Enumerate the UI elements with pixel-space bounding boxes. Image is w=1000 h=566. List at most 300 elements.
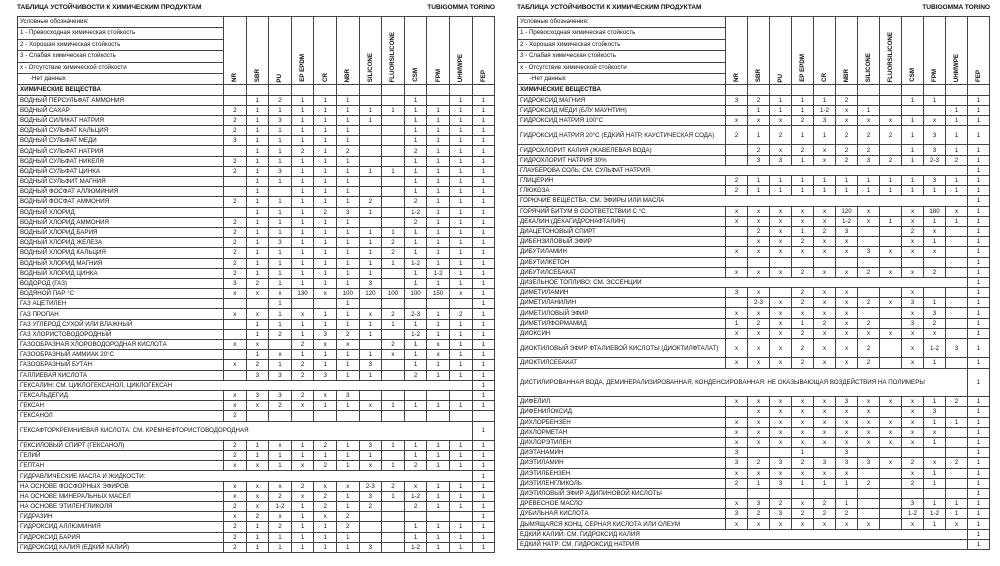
rating-cell: 3 (726, 458, 748, 468)
resistance-table (517, 16, 990, 550)
chemical-name: ВОДНЫЙ СИЛИКАТ НАТРИЯ (18, 115, 224, 125)
chemical-name: ВОДНЫЙ ХЛОРИД КАЛЬЦИЯ (18, 248, 224, 258)
rating-cell: x (836, 267, 858, 277)
legend-line: -Нет данных (530, 74, 566, 82)
rating-cell: 1 (946, 417, 968, 427)
rating-cell: 1 (291, 238, 314, 248)
rating-cell (858, 95, 880, 105)
section-cell (902, 85, 924, 95)
rating-cell: 120 (836, 206, 858, 216)
rating-cell: x (880, 427, 902, 437)
rating-cell: 1 (336, 440, 359, 450)
rating-cell: 2 (224, 197, 247, 207)
rating-cell: 1 (472, 401, 495, 411)
rating-cell (946, 468, 968, 478)
rating-cell (224, 299, 247, 309)
chemical-name: ВОДНЫЙ ХЛОРИД БАРИЯ (18, 227, 224, 237)
rating-cell: 1 (382, 258, 405, 268)
rating-cell: x (748, 288, 770, 298)
column-header-label: FLUORSILICONE (886, 31, 894, 83)
rating-cell: x (269, 440, 292, 450)
rating-cell: 1 (404, 156, 427, 166)
legend-line: -Нет данных (30, 74, 66, 82)
column-header-label: CR (820, 73, 828, 83)
legend-line: 2 - Хорошая химическая стойкость (18, 40, 223, 51)
rating-cell (382, 299, 405, 309)
rating-cell: 1 (314, 217, 337, 227)
rating-cell: 1 (770, 95, 792, 105)
rating-cell (946, 226, 968, 236)
rating-cell: 1 (336, 542, 359, 552)
rating-cell: x (224, 491, 247, 501)
rating-cell: 1 (748, 176, 770, 186)
rating-cell (924, 488, 946, 498)
column-header (382, 17, 405, 85)
column-header (449, 17, 472, 85)
rating-cell: x (770, 407, 792, 417)
chemical-name: ГЕКСАН (18, 401, 224, 411)
rating-cell (946, 318, 968, 328)
rating-cell: 1 (336, 95, 359, 105)
rating-cell: 1 (291, 136, 314, 146)
rating-cell: 2 (748, 95, 770, 105)
rating-cell: x (748, 519, 770, 529)
rating-cell (269, 187, 292, 197)
rating-cell: 1 (291, 258, 314, 268)
table-row (18, 115, 495, 125)
rating-cell: 1 (336, 197, 359, 207)
rating-cell: 1 (968, 437, 990, 447)
rating-cell: 1 (449, 258, 472, 268)
rating-cell (382, 278, 405, 288)
rating-cell (359, 95, 382, 105)
rating-cell: x (946, 206, 968, 216)
rating-cell: 2 (314, 491, 337, 501)
rating-cell: x (814, 308, 836, 318)
chemical-name: ВОДНЫЙ ХЛОРИД (18, 207, 224, 217)
rating-cell: 2 (946, 155, 968, 165)
rating-cell: x (314, 340, 337, 350)
rating-cell: 2 (382, 248, 405, 258)
rating-cell: x (814, 417, 836, 427)
rating-cell: 3 (246, 370, 269, 380)
rating-cell (946, 328, 968, 338)
chemical-name: ГИДРАЗИН (18, 512, 224, 522)
rating-cell: 1 (336, 461, 359, 471)
rating-cell: 1 (924, 358, 946, 368)
rating-cell: 1 (449, 522, 472, 532)
rating-cell (382, 522, 405, 532)
rating-cell: 2 (836, 509, 858, 519)
rating-cell: 1 (472, 258, 495, 268)
page-title: ТАБЛИЦА УСТОЙЧИВОСТИ К ХИМИЧЕСКИМ ПРОДУКТАМ (17, 4, 202, 11)
rating-cell: 1 (880, 186, 902, 196)
rating-cell: 1 (359, 166, 382, 176)
rating-cell: 1 (404, 115, 427, 125)
rating-cell (449, 299, 472, 309)
table-row (518, 407, 990, 417)
rating-cell: x (291, 309, 314, 319)
rating-cell: 1 (968, 417, 990, 427)
rating-cell: 3 (314, 370, 337, 380)
section-cell (880, 85, 902, 95)
rating-cell: 1 (246, 166, 269, 176)
section-cell (814, 85, 836, 95)
table-row (18, 461, 495, 471)
chemical-name: ГИДРОКСИД МАГНИЯ (518, 95, 726, 105)
rating-cell: 150 (427, 289, 450, 299)
chemical-name: ГИДРАВЛИЧЕСКИЕ МАСЛА И ЖИДКОСТИ: (18, 471, 473, 481)
table-row (18, 268, 495, 278)
right-page (517, 0, 990, 566)
rating-cell: 2 (291, 390, 314, 400)
rating-cell: 2 (359, 197, 382, 207)
rating-cell: 1 (314, 187, 337, 197)
table-row (518, 437, 990, 447)
rating-cell: 1 (449, 491, 472, 501)
rating-cell: x (858, 427, 880, 437)
rating-cell: 1 (291, 278, 314, 288)
rating-cell: 1-2 (404, 329, 427, 339)
table-row (518, 468, 990, 478)
rating-cell: x (792, 216, 814, 226)
rating-cell: x (314, 512, 337, 522)
rating-cell (880, 145, 902, 155)
chemical-name: ГОРЮЧИЕ ВЕЩЕСТВА: СМ. ЭФИРЫ ИЛИ МАСЛА (518, 196, 968, 206)
rating-cell: 1 (968, 105, 990, 115)
rating-cell: 1 (427, 105, 450, 115)
column-header-label: PU (276, 73, 284, 83)
section-row (518, 85, 990, 95)
rating-cell: 1 (449, 197, 472, 207)
rating-cell: 1 (336, 299, 359, 309)
rating-cell: 1 (314, 238, 337, 248)
rating-cell: 1 (472, 278, 495, 288)
rating-cell (382, 126, 405, 136)
rating-cell: 1 (792, 155, 814, 165)
rating-cell: 1 (902, 186, 924, 196)
rating-cell (946, 237, 968, 247)
rating-cell: 2 (336, 512, 359, 522)
rating-cell: 1 (924, 186, 946, 196)
rating-cell (880, 95, 902, 105)
rating-cell: 2 (792, 458, 814, 468)
rating-cell: 1 (472, 166, 495, 176)
rating-cell: 1 (427, 177, 450, 187)
rating-cell: 1 (449, 136, 472, 146)
rating-cell: x (770, 115, 792, 125)
rating-cell (880, 288, 902, 298)
table-row (18, 380, 495, 390)
rating-cell: 1 (449, 156, 472, 166)
rating-cell: 1-2 (836, 216, 858, 226)
rating-cell: 1 (382, 491, 405, 501)
rating-cell: 1 (359, 258, 382, 268)
rating-cell (404, 390, 427, 400)
table-row (518, 488, 990, 498)
rating-cell: 1 (427, 309, 450, 319)
rating-cell: 1 (291, 126, 314, 136)
rating-cell: x (836, 247, 858, 257)
rating-cell: x (814, 328, 836, 338)
rating-cell: x (427, 350, 450, 360)
resistance-table (17, 16, 495, 553)
rating-cell: 3 (924, 308, 946, 318)
rating-cell (472, 411, 495, 421)
rating-cell: 2 (748, 509, 770, 519)
rating-cell: 1 (472, 390, 495, 400)
rating-cell: 1 (968, 288, 990, 298)
rating-cell: 1 (404, 532, 427, 542)
rating-cell: 1 (336, 126, 359, 136)
rating-cell: 1 (291, 248, 314, 258)
rating-cell: 3 (269, 166, 292, 176)
rating-cell: 3 (269, 390, 292, 400)
table-row (518, 165, 990, 175)
rating-cell (880, 448, 902, 458)
rating-cell: 1 (968, 145, 990, 155)
rating-cell: 1 (472, 146, 495, 156)
rating-cell: 2 (858, 298, 880, 308)
column-header (748, 17, 770, 85)
rating-cell (858, 257, 880, 267)
rating-cell: 1 (314, 258, 337, 268)
rating-cell: x (770, 468, 792, 478)
rating-cell (359, 136, 382, 146)
rating-cell: x (449, 289, 472, 299)
section-cell (472, 85, 495, 95)
rating-cell: 1 (748, 126, 770, 145)
rating-cell: 1 (449, 207, 472, 217)
rating-cell: 2 (924, 318, 946, 328)
rating-cell: 1 (269, 451, 292, 461)
rating-cell: 1 (314, 115, 337, 125)
section-cell (726, 85, 748, 95)
rating-cell: x (858, 216, 880, 226)
rating-cell (382, 390, 405, 400)
rating-cell: x (770, 417, 792, 427)
section-cell (836, 85, 858, 95)
rating-cell: 2 (792, 328, 814, 338)
rating-cell: 2 (224, 227, 247, 237)
rating-cell: 2 (902, 226, 924, 236)
rating-cell (359, 532, 382, 542)
rating-cell: 1 (968, 165, 990, 175)
rating-cell: 1 (246, 177, 269, 187)
section-cell (269, 85, 292, 95)
rating-cell: 1 (924, 499, 946, 509)
rating-cell: 2 (314, 440, 337, 450)
rating-cell: 1 (449, 238, 472, 248)
rating-cell (382, 532, 405, 542)
rating-cell: 1-2 (902, 509, 924, 519)
rating-cell: x (902, 417, 924, 427)
rating-cell: 1 (836, 478, 858, 488)
rating-cell: 1 (404, 268, 427, 278)
rating-cell (382, 268, 405, 278)
rating-cell: 1 (748, 186, 770, 196)
rating-cell (902, 257, 924, 267)
table-row (18, 340, 495, 350)
rating-cell: 2 (404, 197, 427, 207)
legend-line: 3 - Слабая химическая стойкость (18, 51, 223, 62)
rating-cell: 2-3 (748, 298, 770, 308)
rating-cell: 1 (472, 217, 495, 227)
rating-cell: 2 (224, 451, 247, 461)
rating-cell: 2 (269, 95, 292, 105)
table-row (18, 177, 495, 187)
rating-cell: 2 (792, 339, 814, 358)
table-row (18, 197, 495, 207)
rating-cell: 1 (427, 440, 450, 450)
legend-line: 2 - Хорошая химическая стойкость (518, 40, 725, 51)
rating-cell (836, 257, 858, 267)
chemical-name: ДИМЕТИЛАНИЛИН (518, 298, 726, 308)
rating-cell (314, 299, 337, 309)
rating-cell: 1 (404, 278, 427, 288)
rating-cell: 2 (792, 358, 814, 368)
rating-cell: 1 (359, 451, 382, 461)
table-row (518, 155, 990, 165)
rating-cell: 1 (427, 156, 450, 166)
rating-cell: 1 (246, 268, 269, 278)
rating-cell: 1 (968, 257, 990, 267)
rating-cell: 1-2 (814, 105, 836, 115)
column-header (858, 17, 880, 85)
rating-cell: 2 (858, 358, 880, 368)
rating-cell (880, 488, 902, 498)
rating-cell: x (314, 289, 337, 299)
rating-cell (792, 488, 814, 498)
rating-cell: 2 (814, 226, 836, 236)
rating-cell: 1 (449, 360, 472, 370)
rating-cell (726, 407, 748, 417)
rating-cell (946, 267, 968, 277)
table-row (518, 277, 990, 287)
rating-cell: 1 (792, 176, 814, 186)
rating-cell: x (770, 308, 792, 318)
rating-cell: x (748, 437, 770, 447)
rating-cell: x (726, 328, 748, 338)
rating-cell (726, 155, 748, 165)
chemical-name: ДИСТИЛИРОВАННАЯ ВОДА, ДЕМИНЕРАЛИЗИРОВАННАЯ, КОНДЕНСИРОВАННАЯ: НЕ ОКАЗЫВАЮЩАЯ ВОЗДЕЙСТВИЯ НА ПОЛИМЕРЫ (518, 368, 968, 397)
rating-cell: x (748, 206, 770, 216)
rating-cell: x (291, 461, 314, 471)
rating-cell: 1 (246, 350, 269, 360)
chemical-name: ВОДНЫЙ ПЕРСУЛЬФАТ АММОНИЯ (18, 95, 224, 105)
rating-cell: x (224, 309, 247, 319)
rating-cell: 1 (404, 238, 427, 248)
rating-cell (880, 468, 902, 478)
legend-box (518, 17, 726, 85)
column-header (814, 17, 836, 85)
rating-cell (382, 197, 405, 207)
legend-line: Условные обозначения: (518, 17, 725, 28)
rating-cell: 3 (902, 499, 924, 509)
table-row (518, 267, 990, 277)
rating-cell: 3 (858, 155, 880, 165)
rating-cell: 1 (359, 105, 382, 115)
rating-cell (246, 299, 269, 309)
rating-cell: x (291, 401, 314, 411)
rating-cell: x (902, 519, 924, 529)
rating-cell: 1-2 (404, 258, 427, 268)
rating-cell: 2 (836, 145, 858, 155)
rating-cell: x (792, 407, 814, 417)
column-header (224, 17, 247, 85)
rating-cell: 1 (449, 227, 472, 237)
rating-cell: 1 (404, 177, 427, 187)
rating-cell: 1 (291, 502, 314, 512)
rating-cell: x (814, 407, 836, 417)
rating-cell: 1 (359, 319, 382, 329)
rating-cell: x (269, 512, 292, 522)
chemical-name: НА ОСНОВЕ ЭТИЛЕНГЛИКОЛЯ (18, 502, 224, 512)
brand-name: TUBIGOMMA TORINO (427, 4, 495, 11)
column-header-label: FLUORSILICONE (389, 31, 397, 83)
rating-cell (748, 448, 770, 458)
rating-cell: 1 (359, 227, 382, 237)
rating-cell: 1 (770, 176, 792, 186)
rating-cell: 1 (472, 421, 495, 440)
rating-cell: 1 (246, 156, 269, 166)
chemical-name: ДРЕВЕСНОЕ МАСЛО (518, 499, 726, 509)
rating-cell: 2 (224, 248, 247, 258)
rating-cell (382, 451, 405, 461)
rating-cell: 1 (359, 207, 382, 217)
rating-cell: x (792, 427, 814, 437)
chemical-name: ДИМЕТИЛОВЫЙ ЭФИР (518, 308, 726, 318)
rating-cell: 1 (902, 126, 924, 145)
rating-cell: 1 (946, 176, 968, 186)
chemical-name: ВОДНЫЙ СУЛЬФАТ НИКЕЛЯ (18, 156, 224, 166)
rating-cell: 3 (858, 247, 880, 257)
rating-cell: 1 (449, 146, 472, 156)
chemical-name: ДИМЕТИЛАМИН (518, 288, 726, 298)
rating-cell: 1 (472, 197, 495, 207)
rating-cell (404, 512, 427, 522)
rating-cell: 1 (449, 502, 472, 512)
rating-cell: 1 (449, 461, 472, 471)
rating-cell: 1 (269, 156, 292, 166)
rating-cell (814, 448, 836, 458)
legend-line: 3 - Слабая химическая стойкость (518, 51, 725, 62)
rating-cell (382, 360, 405, 370)
rating-cell (858, 308, 880, 318)
rating-cell: x (836, 298, 858, 308)
rating-cell: 1 (946, 499, 968, 509)
chemical-name: ВОДНЫЙ САХАР (18, 105, 224, 115)
rating-cell (880, 478, 902, 488)
table-row (518, 95, 990, 105)
column-header (726, 17, 748, 85)
rating-cell: x (246, 309, 269, 319)
chemical-name: ДИОКТИЛСЕБАКАТ (518, 358, 726, 368)
rating-cell: x (770, 145, 792, 155)
rating-cell: 1 (449, 319, 472, 329)
rating-cell (427, 299, 450, 309)
rating-cell (946, 247, 968, 257)
rating-cell: x (792, 206, 814, 216)
rating-cell (224, 187, 247, 197)
rating-cell (449, 411, 472, 421)
rating-cell (382, 217, 405, 227)
rating-cell: 1 (336, 217, 359, 227)
rating-cell: 2 (770, 499, 792, 509)
rating-cell: 1 (246, 522, 269, 532)
rating-cell: x (924, 247, 946, 257)
rating-cell: 1 (449, 481, 472, 491)
